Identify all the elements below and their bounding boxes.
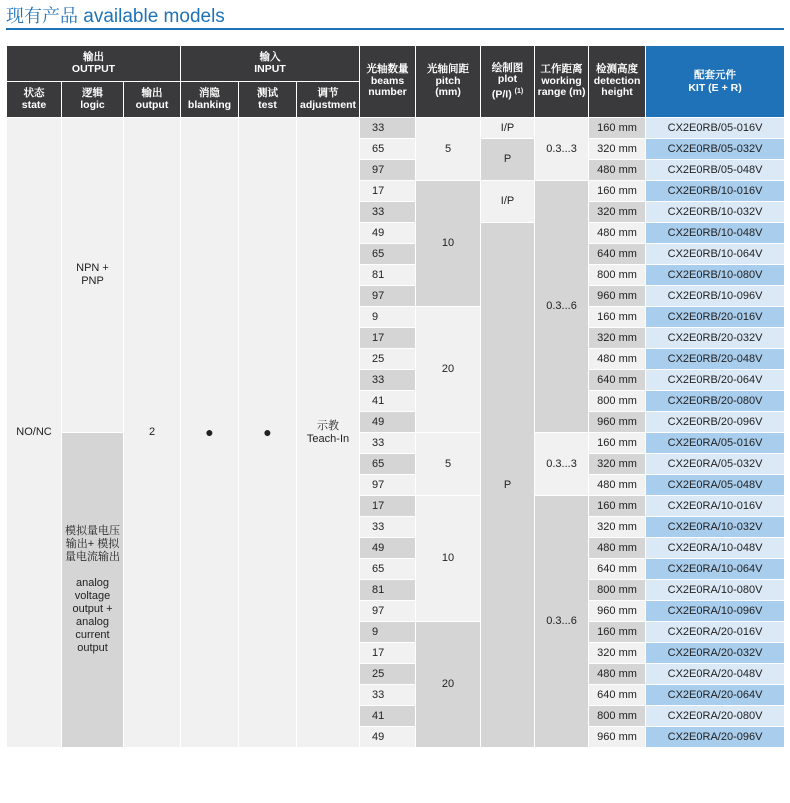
range-cell: 0.3...3	[535, 433, 589, 496]
kit-cell: CX2E0RA/20-048V	[646, 664, 785, 685]
height-cell: 320 mm	[589, 202, 646, 223]
logic-npn-line: PNP	[81, 275, 104, 287]
kit-cell: CX2E0RA/20-080V	[646, 706, 785, 727]
range-cell: 0.3...6	[535, 496, 589, 748]
blanking-cell: ●	[181, 118, 239, 748]
beams-cell: 65	[360, 244, 416, 265]
table-row	[7, 433, 785, 454]
height-cell: 800 mm	[589, 391, 646, 412]
test-en: test	[258, 98, 277, 111]
height-cell: 480 mm	[589, 223, 646, 244]
beams-cell: 97	[360, 160, 416, 181]
pitch-en2: (mm)	[435, 86, 461, 99]
height-cell: 480 mm	[589, 475, 646, 496]
output-en: output	[135, 98, 169, 111]
kit-cell: CX2E0RB/20-096V	[646, 412, 785, 433]
logic-cell-npn	[62, 118, 124, 433]
height-cell: 160 mm	[589, 181, 646, 202]
height-en1: detection	[593, 74, 641, 87]
plot-cell: P	[481, 139, 535, 181]
output-group-en: OUTPUT	[71, 62, 116, 75]
kit-cell: CX2E0RB/05-048V	[646, 160, 785, 181]
height-cell: 480 mm	[589, 160, 646, 181]
kit-cell: CX2E0RB/20-048V	[646, 349, 785, 370]
height-cell: 160 mm	[589, 433, 646, 454]
logic-analog-line: output	[77, 642, 108, 654]
range-en2: range (m)	[537, 86, 586, 99]
kit-cell: CX2E0RA/10-080V	[646, 580, 785, 601]
adjustment-cell	[297, 118, 360, 748]
height-cell: 320 mm	[589, 139, 646, 160]
range-cell: 0.3...3	[535, 118, 589, 181]
header-row-group	[7, 46, 785, 82]
plot-cell: I/P	[481, 181, 535, 223]
height-cell: 960 mm	[589, 412, 646, 433]
blanking-en: blanking	[187, 98, 232, 111]
models-table-body	[7, 46, 785, 748]
height-cell: 640 mm	[589, 559, 646, 580]
beams-cell: 33	[360, 118, 416, 139]
height-cell: 160 mm	[589, 307, 646, 328]
beams-en1: beams	[370, 74, 405, 87]
height-cell: 320 mm	[589, 328, 646, 349]
height-cell: 640 mm	[589, 244, 646, 265]
adjust-cn: 示教	[317, 419, 340, 432]
plot-cell: P	[481, 223, 535, 748]
state-cell: NO/NC	[7, 118, 62, 748]
input-group-header	[181, 46, 360, 82]
beams-cell: 81	[360, 580, 416, 601]
kit-cell: CX2E0RB/10-048V	[646, 223, 785, 244]
page-title	[6, 2, 225, 28]
height-cell: 800 mm	[589, 706, 646, 727]
beams-cell: 33	[360, 517, 416, 538]
beams-cell: 17	[360, 643, 416, 664]
beams-cn: 光轴数量	[366, 63, 409, 76]
pitch-cell: 5	[416, 433, 481, 496]
plot-en2: (P/I)	[491, 88, 512, 100]
logic-analog-line: 量电流输出	[65, 551, 120, 563]
height-cell: 160 mm	[589, 622, 646, 643]
pitch-cell: 20	[416, 307, 481, 433]
beams-cell: 49	[360, 223, 416, 244]
kit-cell: CX2E0RB/05-016V	[646, 118, 785, 139]
kit-cell: CX2E0RA/20-016V	[646, 622, 785, 643]
kit-cell: CX2E0RA/20-096V	[646, 727, 785, 748]
logic-npn-line: NPN +	[76, 262, 109, 274]
input-group-cn: 输入	[259, 51, 281, 63]
logic-analog-line: 输出+ 模拟	[65, 538, 120, 550]
height-cell: 320 mm	[589, 517, 646, 538]
kit-cell: CX2E0RB/20-016V	[646, 307, 785, 328]
title-en: available models	[83, 6, 225, 27]
kit-cell: CX2E0RB/20-032V	[646, 328, 785, 349]
test-cell: ●	[239, 118, 297, 748]
height-cn: 检测高度	[596, 63, 639, 76]
adjust-en: Teach-In	[306, 432, 350, 445]
logic-analog-line: current	[75, 629, 110, 641]
height-cell: 160 mm	[589, 496, 646, 517]
beams-cell: 9	[360, 622, 416, 643]
kit-cn: 配套元件	[694, 68, 737, 81]
beams-cell: 33	[360, 202, 416, 223]
title-rule	[6, 28, 784, 30]
height-cell: 480 mm	[589, 538, 646, 559]
kit-cell: CX2E0RB/20-080V	[646, 391, 785, 412]
beams-cell: 81	[360, 265, 416, 286]
range-cell: 0.3...6	[535, 181, 589, 433]
kit-cell: CX2E0RB/10-064V	[646, 244, 785, 265]
beams-en2: number	[368, 86, 407, 99]
range-cn: 工作距离	[540, 63, 583, 76]
kit-cell: CX2E0RA/10-096V	[646, 601, 785, 622]
beams-cell: 65	[360, 139, 416, 160]
height-cell: 800 mm	[589, 580, 646, 601]
logic-en: logic	[80, 98, 105, 111]
logic-analog-line: analog	[75, 577, 110, 589]
kit-cell: CX2E0RB/20-064V	[646, 370, 785, 391]
state-header	[7, 82, 62, 118]
height-cell: 480 mm	[589, 349, 646, 370]
beams-cell: 97	[360, 286, 416, 307]
logic-analog-line: voltage	[74, 590, 111, 602]
height-cell: 480 mm	[589, 664, 646, 685]
beams-cell: 33	[360, 370, 416, 391]
output-header	[124, 82, 181, 118]
state-en: state	[21, 98, 47, 111]
height-cell: 320 mm	[589, 643, 646, 664]
blanking-header	[181, 82, 239, 118]
title-cn: 现有产品	[6, 6, 78, 27]
kit-cell: CX2E0RA/10-064V	[646, 559, 785, 580]
beams-cell: 17	[360, 496, 416, 517]
kit-cell: CX2E0RB/10-080V	[646, 265, 785, 286]
logic-analog-line: 模拟量电压	[65, 525, 120, 537]
plot-en1: plot	[497, 73, 518, 85]
kit-cell: CX2E0RA/05-048V	[646, 475, 785, 496]
kit-cell: CX2E0RB/10-016V	[646, 181, 785, 202]
logic-cn: 逻辑	[82, 87, 103, 99]
kit-cell: CX2E0RA/10-048V	[646, 538, 785, 559]
pitch-header	[416, 46, 481, 118]
plot-cell: I/P	[481, 118, 535, 139]
output-cn: 输出	[141, 87, 163, 99]
pitch-cn: 光轴间距	[427, 63, 470, 76]
beams-cell: 17	[360, 328, 416, 349]
height-cell: 960 mm	[589, 286, 646, 307]
beams-cell: 97	[360, 601, 416, 622]
beams-cell: 49	[360, 727, 416, 748]
beams-cell: 49	[360, 538, 416, 559]
pitch-cell: 10	[416, 496, 481, 622]
logic-header	[62, 82, 124, 118]
adjustment-en: adjustment	[300, 98, 357, 111]
height-cell: 640 mm	[589, 370, 646, 391]
height-cell: 320 mm	[589, 454, 646, 475]
beams-cell: 17	[360, 181, 416, 202]
kit-cell: CX2E0RA/20-064V	[646, 685, 785, 706]
output-group-header	[7, 46, 181, 82]
pitch-en1: pitch	[435, 74, 461, 87]
beams-cell: 25	[360, 664, 416, 685]
beams-cell: 97	[360, 475, 416, 496]
beams-cell: 41	[360, 706, 416, 727]
height-en2: height	[601, 86, 633, 99]
kit-cell: CX2E0RA/05-032V	[646, 454, 785, 475]
models-table	[6, 45, 785, 748]
height-cell: 160 mm	[589, 118, 646, 139]
plot-header	[481, 46, 535, 118]
height-cell: 960 mm	[589, 727, 646, 748]
plot-note: (1)	[514, 87, 524, 95]
beams-cell: 33	[360, 433, 416, 454]
kit-cell: CX2E0RA/10-016V	[646, 496, 785, 517]
beams-cell: 33	[360, 685, 416, 706]
output-cell: 2	[124, 118, 181, 748]
range-en1: working	[541, 74, 582, 87]
adjustment-header	[297, 82, 360, 118]
pitch-cell: 10	[416, 181, 481, 307]
test-cn: 测试	[257, 87, 279, 99]
height-header	[589, 46, 646, 118]
output-group-cn: 输出	[83, 51, 104, 63]
pitch-cell: 5	[416, 118, 481, 181]
beams-cell: 49	[360, 412, 416, 433]
kit-cell: CX2E0RB/10-032V	[646, 202, 785, 223]
table-row	[7, 118, 785, 139]
beams-cell: 25	[360, 349, 416, 370]
pitch-cell: 20	[416, 622, 481, 748]
height-cell: 800 mm	[589, 265, 646, 286]
kit-cell: CX2E0RA/10-032V	[646, 517, 785, 538]
kit-en: KIT (E + R)	[688, 81, 742, 94]
beams-header	[360, 46, 416, 118]
range-header	[535, 46, 589, 118]
height-cell: 640 mm	[589, 685, 646, 706]
kit-cell: CX2E0RA/20-032V	[646, 643, 785, 664]
beams-cell: 65	[360, 454, 416, 475]
kit-header	[646, 46, 785, 118]
kit-cell: CX2E0RB/05-032V	[646, 139, 785, 160]
logic-cell-analog	[62, 433, 124, 748]
height-cell: 960 mm	[589, 601, 646, 622]
test-header	[239, 82, 297, 118]
state-cn: 状态	[23, 87, 45, 99]
plot-cn: 绘制图	[491, 61, 524, 74]
input-group-en: INPUT	[254, 62, 286, 75]
kit-cell: CX2E0RB/10-096V	[646, 286, 785, 307]
logic-analog-line: output +	[72, 603, 113, 615]
beams-cell: 41	[360, 391, 416, 412]
beams-cell: 65	[360, 559, 416, 580]
adjustment-cn: 调节	[317, 87, 339, 99]
blanking-cn: 消隐	[199, 87, 221, 99]
kit-cell: CX2E0RA/05-016V	[646, 433, 785, 454]
beams-cell: 9	[360, 307, 416, 328]
logic-analog-line: analog	[75, 616, 110, 628]
